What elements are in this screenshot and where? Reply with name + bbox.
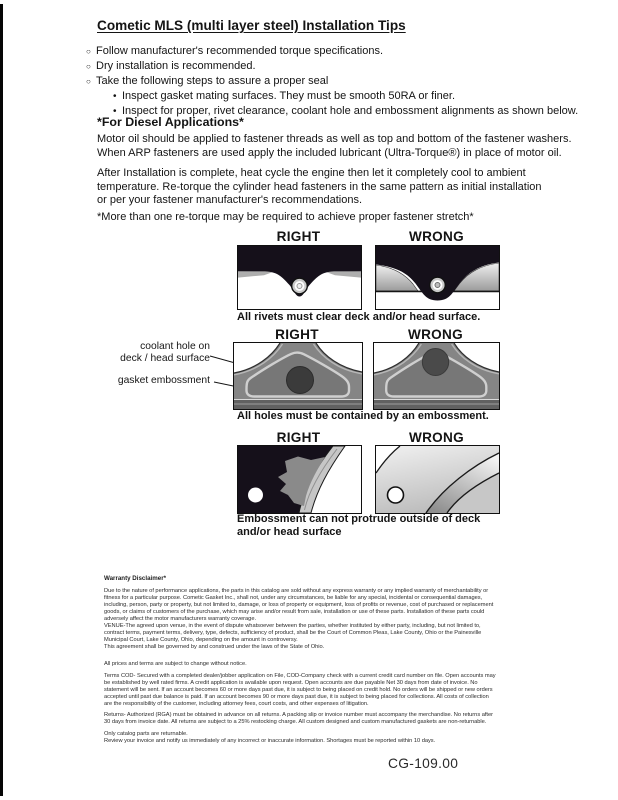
diagram-protrude-wrong <box>375 445 500 514</box>
returns-paragraph: Returns- Authorized (RGA) must be obtained in advance on all returns. A packing slip or invoice number must accompany the merchandise. No returns after 30 days from invoice date. All returns are subject to a 25% restocking charge. All custom designed and custom manufactured gaskets are non-returnable. <box>104 712 493 726</box>
hole-wrong-drawing <box>374 343 499 409</box>
list-item <box>86 44 578 59</box>
circle-bullet-icon: ○ <box>86 62 91 71</box>
protrude-right-drawing <box>238 446 361 513</box>
prices-text: All prices and terms are subject to change without notice. <box>104 661 247 667</box>
page-title: Cometic MLS (multi layer steel) Installation Tips <box>97 18 406 33</box>
annotation-coolant-hole: coolant hole on deck / head surface <box>120 341 210 364</box>
right-label-row3: RIGHT <box>276 430 321 445</box>
list-item <box>86 59 578 74</box>
diagram-rivet-wrong <box>375 245 500 310</box>
rivet-wrong-drawing <box>376 246 499 309</box>
list-item-text: Follow manufacturer's recommended torque specifications. <box>96 45 384 57</box>
rivet-right-drawing <box>238 246 361 309</box>
rivet-icon <box>430 277 446 293</box>
list-item-text: Take the following steps to assure a proper seal <box>96 75 329 87</box>
returnable-paragraph: Only catalog parts are returnable. Review your invoice and notify us immediately of any incorrect or inaccurate information. Shortages must be reported within 10 days. <box>104 731 436 745</box>
protrude-wrong-drawing <box>376 446 499 513</box>
right-label-row1: RIGHT <box>276 229 321 244</box>
rivet-icon <box>292 278 308 294</box>
dot-bullet-icon: • <box>113 106 117 117</box>
annotation-text: gasket embossment <box>117 375 210 386</box>
diesel-section-heading: *For Diesel Applications* <box>97 115 244 129</box>
venue-paragraph: VENUE-The agreed upon venue, in the event of dispute whatsoever between the parties, whether instituted by either party, including, but not limited to, contract terms, payment terms, delivery, type, defects, sufficiency of product, shall be the Court of Common Pleas, Lake County, Ohio or the Painesville Municipal Court, Lake County, Ohio, depending on the amount in controversy. This agreement shall be governed by and construed under the laws of the State of Ohio. <box>104 623 482 651</box>
catalog-code: CG-109.00 <box>388 756 459 771</box>
bolt-hole <box>248 488 263 503</box>
list-item-text: Dry installation is recommended. <box>96 60 256 72</box>
retorque-note: *More than one re-torque may be required to achieve proper fastener stretch* <box>97 211 474 223</box>
bolt-hole <box>388 487 404 503</box>
diesel-paragraph-1: Motor oil should be applied to fastener threads as well as top and bottom of the fastener washers. When ARP fasteners are used apply the included lubricant (Ultra-Torque®) in place of motor oil. <box>97 133 572 159</box>
diagram-rivet-right <box>237 245 362 310</box>
diagram-protrude-right <box>237 445 362 514</box>
list-item-text: Inspect for proper, rivet clearance, coolant hole and embossment alignments as shown below. <box>122 105 579 117</box>
list-item-text: Inspect gasket mating surfaces. They must be smooth 50RA or finer. <box>122 90 456 102</box>
circle-bullet-icon: ○ <box>86 47 91 56</box>
caption-holes: All holes must be contained by an embossment. <box>237 410 489 422</box>
installation-tips-list <box>86 44 578 119</box>
caption-rivets: All rivets must clear deck and/or head surface. <box>237 311 481 323</box>
diagram-hole-right <box>233 342 363 410</box>
hole-right-drawing <box>234 343 362 409</box>
diagram-hole-wrong <box>373 342 500 410</box>
wrong-label-row3: WRONG <box>408 430 465 445</box>
list-item <box>86 74 578 89</box>
annotation-gasket-embossment <box>100 375 210 387</box>
coolant-hole <box>422 349 448 376</box>
coolant-hole <box>287 367 314 394</box>
list-item <box>113 89 578 104</box>
warranty-heading: Warranty Disclaimer* <box>104 575 167 582</box>
page-edge-line <box>0 4 3 796</box>
wrong-label-row1: WRONG <box>408 229 465 244</box>
terms-paragraph: Terms COD- Secured with a completed dealer/jobber application on File, COD-Company check with a current credit card number on file. Open accounts may be established by well rated firms. A credit application is available upon request. Open accounts are due payable Net 30 days from date of invoice. No statement will be sent. If an account becomes 60 or more days past due, it is subject to being placed on credit hold. No orders will be shipped or new orders accepted until past due balance is paid. If an account becomes 90 or more days past due, it is subject to being placed for collections. All costs of collection are the responsibility of the customer, including attorney fees, court costs, and other expenses of litigation. <box>104 673 496 708</box>
dot-bullet-icon: • <box>113 91 117 102</box>
circle-bullet-icon: ○ <box>86 77 91 86</box>
prices-line <box>104 661 247 668</box>
wrong-label-row2: WRONG <box>407 327 464 342</box>
diesel-paragraph-2: After Installation is complete, heat cycle the engine then let it completely cool to ambient temperature. Re-torque the cylinder head fasteners in the same pattern as initial installation or per your fastener manufacturer's recommendations. <box>97 167 542 207</box>
right-label-row2: RIGHT <box>275 327 319 342</box>
caption-protrude: Embossment can not protrude outside of deck and/or head surface <box>237 513 481 538</box>
warranty-paragraph: Due to the nature of performance applications, the parts in this catalog are sold without any express warranty or any implied warranty of merchantability or fitness for a particular purpose. Cometic Gasket Inc., shall not, under any circumstances, be liable for any special, incidental or consequential damages, including, person, party or property, but not limited to, damage, or loss of property or equipment, loss of profits or revenue, cost of purchased or replacement goods, or claims of customers of the purchase, which may arise and/or result from sale, installation or use of these parts. Installation of these parts could adversely affect the motor manufacturers warranty coverage. <box>104 588 494 623</box>
